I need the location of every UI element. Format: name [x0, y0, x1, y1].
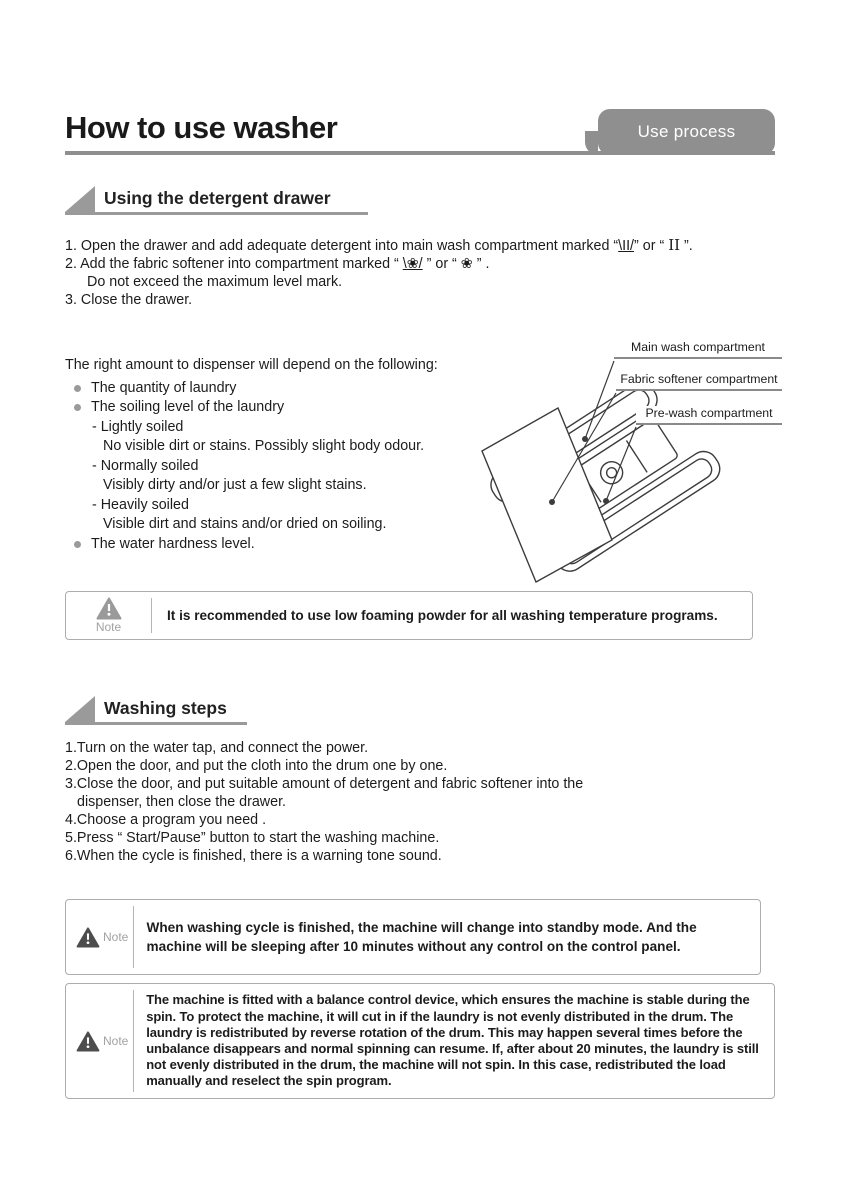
- label-pre-wash-compartment: Pre-wash compartment: [636, 406, 782, 425]
- note-label: Note: [95, 620, 122, 634]
- section-heading-washing-steps: [65, 692, 247, 725]
- note-text: It is recommended to use low foaming powder for all washing temperature programs.: [167, 608, 718, 623]
- bullet-icon: [74, 404, 81, 411]
- note-label: Note: [103, 930, 129, 944]
- detergent-step-2-continued: Do not exceed the maximum level mark.: [87, 274, 343, 290]
- soiled-heavily-desc: Visible dirt and stains and/or dried on soiling.: [103, 516, 387, 532]
- dispenser-amount-block: [65, 356, 505, 554]
- detergent-step-3: 3. Close the drawer.: [65, 292, 193, 308]
- section-heading-text: Using the detergent drawer: [104, 188, 331, 208]
- use-process-tab: [598, 109, 775, 155]
- washing-step-4: 4.Choose a program you need .: [65, 812, 267, 828]
- softener-flower-symbol: ❀: [460, 256, 473, 272]
- note-text: The machine is fitted with a balance control device, which ensures the machine is stable during the spin. To protect the machine, it will cut in if the laundry is not evenly distributed in the drum. The laundry is redistributed by reverse rotation of the drum. This may happen several times before the unbalance disappears and normal spinning can resume. If, after about 20 minutes, the laundry is still not evenly distributed in the drum, the machine will not spin. In this case, redistributed the load manually and reselect the spin program.: [146, 992, 759, 1089]
- note-box-low-foaming: [65, 591, 753, 640]
- main-wash-II-symbol: II: [668, 236, 681, 254]
- washing-step-3-continued: dispenser, then close the drawer.: [77, 794, 287, 810]
- soiled-lightly-label: - Lightly soiled: [92, 418, 184, 435]
- note-text: When washing cycle is finished, the machine will change into standby mode. And the machine will be sleeping after 10 minutes without any control on the control panel.: [146, 920, 697, 954]
- note-box-standby-mode: [65, 899, 761, 975]
- page-title: How to use washer: [65, 110, 338, 145]
- bullet-water-hardness: The water hardness level.: [65, 535, 505, 555]
- washing-step-1: 1.Turn on the water tap, and connect the power.: [65, 740, 369, 756]
- note-icon-cell: [66, 984, 133, 1098]
- washing-step-6: 6.When the cycle is finished, there is a warning tone sound.: [65, 848, 442, 864]
- note-icon-cell: [66, 900, 133, 974]
- soiled-normally-desc: Visibly dirty and/or just a few slight stains.: [103, 477, 367, 493]
- washing-steps-list: [65, 739, 785, 865]
- section-heading-detergent-drawer: [65, 182, 368, 215]
- washing-step-5: 5.Press “ Start/Pause” button to start the washing machine.: [65, 830, 440, 846]
- bullet-soiling-level: The soiling level of the laundry: [65, 398, 505, 418]
- section-triangle-icon: [65, 186, 95, 212]
- soiled-normally-label: - Normally soiled: [92, 457, 199, 474]
- main-wash-cup-symbol: \II/: [618, 238, 635, 254]
- warning-triangle-icon: [96, 597, 122, 620]
- detergent-steps-list: [65, 236, 805, 309]
- amount-intro: The right amount to dispenser will depend on the following:: [65, 357, 438, 373]
- label-fabric-softener-compartment: Fabric softener compartment: [616, 372, 782, 391]
- warning-triangle-icon: [76, 1031, 100, 1052]
- bullet-icon: [74, 385, 81, 392]
- soiled-lightly-desc: No visible dirt or stains. Possibly slight body odour.: [103, 438, 425, 454]
- section-triangle-icon: [65, 696, 95, 722]
- softener-cup-symbol: \❀/: [402, 256, 423, 272]
- detergent-drawer-diagram: [470, 336, 782, 588]
- washing-step-3: 3.Close the door, and put suitable amount of detergent and fabric softener into the: [65, 776, 584, 792]
- soiled-heavily-label: - Heavily soiled: [92, 496, 189, 513]
- use-process-tab-label: Use process: [637, 122, 736, 141]
- note-icon-cell: [66, 592, 151, 639]
- note-box-balance-control: [65, 983, 775, 1099]
- bullet-quantity: The quantity of laundry: [65, 379, 505, 399]
- detergent-step-1: 1. Open the drawer and add adequate detergent into main wash compartment marked “\II/” or “ II ”.: [65, 236, 693, 254]
- warning-triangle-icon: [76, 927, 100, 948]
- label-main-wash-compartment: Main wash compartment: [614, 340, 782, 359]
- washing-step-2: 2.Open the door, and put the cloth into the drum one by one.: [65, 758, 448, 774]
- section-heading-text: Washing steps: [104, 698, 227, 718]
- detergent-step-2: 2. Add the fabric softener into compartment marked “ \❀/ ” or “ ❀ ” .: [65, 256, 490, 272]
- bullet-icon: [74, 541, 81, 548]
- note-label: Note: [103, 1034, 129, 1048]
